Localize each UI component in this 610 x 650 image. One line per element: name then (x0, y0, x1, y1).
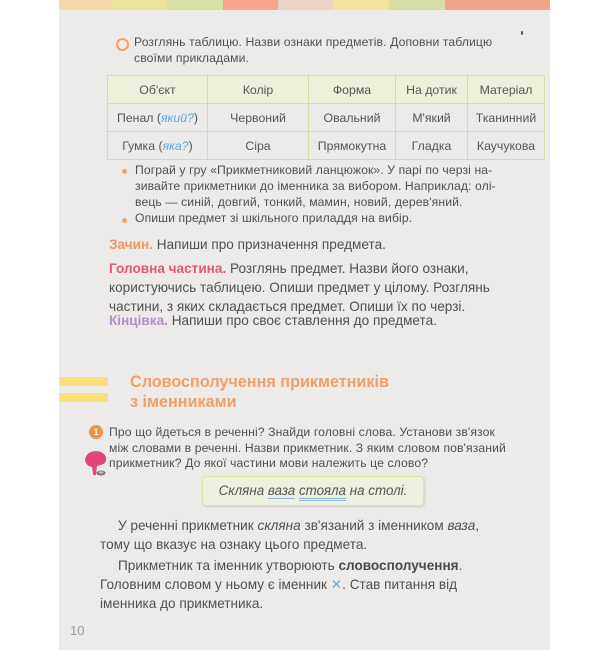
explanation-line: іменника до прикметника. (100, 596, 264, 611)
exercise-line: прикметник? До якої частини мови належить це слово? (109, 456, 429, 470)
strip-segment (111, 0, 167, 10)
touch-cell: М'який (396, 104, 468, 132)
strip-segment (445, 0, 550, 10)
text-span: зв'язаний з іменником (300, 518, 448, 533)
object-cell: Пенал (який?) (108, 104, 208, 132)
term-word-combination: словосполучення (338, 558, 459, 573)
question-word: який? (160, 110, 194, 125)
bullet-icon (122, 169, 127, 174)
strip-segment (389, 0, 445, 10)
adjective-word: Скляна (218, 483, 265, 498)
object-name: Гумка (122, 138, 156, 153)
main-text: Розглянь предмет. Назви його ознаки, (226, 261, 469, 276)
page-number: 10 (70, 623, 85, 638)
task-intro-text (134, 35, 492, 66)
main-text-line: користуючись таблицею. Опиши предмет у цілому. Розглянь (109, 280, 490, 295)
exercise-instruction (109, 425, 506, 472)
question-word: яка? (162, 138, 189, 153)
exercise-number-badge: 1 (89, 425, 103, 439)
shape-cell: Прямокутна (309, 132, 396, 160)
header-cell: Колір (208, 76, 309, 104)
ending-text: Напиши про своє ставлення до предмета. (167, 313, 437, 328)
strip-segment (223, 0, 278, 10)
header-cell: Матеріал (468, 76, 545, 104)
subject-word: ваза (267, 483, 296, 498)
example-sentence-box (202, 476, 424, 506)
instruction-line: зивайте прикметники до іменника за вибором. Наприклад: олі- (135, 179, 496, 193)
exercise-line: Про що йдеться в реченні? Знайди головні слова. Установи зв'язок (109, 425, 495, 439)
sentence-rest: на столі. (349, 483, 408, 498)
speck-mark (521, 31, 523, 35)
object-name: Пенал (116, 110, 154, 125)
object-cell: Гумка (яка?) (108, 132, 208, 160)
plan-intro (109, 235, 386, 254)
table-header-row (108, 76, 545, 104)
strip-segment (333, 0, 389, 10)
material-cell: Тканинний (468, 104, 545, 132)
main-word-mark-icon: ✕ (330, 577, 343, 592)
predicate-word: стояла (299, 483, 346, 501)
decorative-color-strip (59, 0, 550, 10)
section-title-line: з іменниками (130, 393, 237, 411)
section-title (130, 372, 389, 412)
exercise-line: між словами в реченні. Назви прикметник. З яким словом пов'язаний (109, 440, 506, 455)
table-row (108, 104, 545, 132)
task-ring-icon (116, 38, 129, 51)
header-cell: Форма (309, 76, 396, 104)
task-intro-line: Розглянь таблицю. Назви ознаки предметів. Доповни таблицю (134, 35, 493, 49)
section-title-line: Словосполучення прикметників (130, 373, 389, 391)
section-marker-bar (59, 393, 108, 402)
color-cell: Червоний (208, 104, 309, 132)
adjective-example: скляна (257, 518, 301, 533)
object-properties-table (107, 75, 545, 160)
text-span: , (475, 518, 480, 533)
text-span: У реченні прикметник (118, 518, 258, 533)
strip-segment (59, 0, 111, 10)
noun-example: ваза (447, 518, 476, 533)
strip-segment (167, 0, 223, 10)
table-row (108, 132, 545, 160)
text-span: Прикметник та іменник утворюють (118, 558, 339, 573)
explanation-line: тому що вказує на ознаку цього предмета. (100, 537, 368, 552)
bullet-icon (122, 218, 127, 223)
color-cell: Сіра (208, 132, 309, 160)
instruction-line: Пограй у гру «Прикметниковий ланцюжок». У парі по черзі на- (135, 163, 493, 177)
plan-ending (109, 311, 437, 330)
instruction-line: вець — синій, довгий, тонкий, мамин, новий, дерев'яний. (135, 195, 463, 209)
describe-instruction: Опиши предмет зі шкільного приладдя на вибір. (135, 211, 413, 225)
explanation-paragraph-2 (100, 556, 462, 613)
text-span: . (458, 558, 463, 573)
strip-segment (278, 0, 333, 10)
header-cell: На дотик (396, 76, 468, 104)
task-intro-line: своїми прикладами. (134, 50, 249, 65)
intro-label: Зачин. (109, 237, 153, 252)
text-span: Головним словом у ньому є іменник (100, 577, 331, 592)
main-label: Головна частина. (109, 261, 227, 276)
ending-label: Кінцівка. (109, 313, 168, 328)
mascot-icon (83, 449, 109, 479)
textbook-page (59, 0, 550, 650)
intro-text: Напиши про призначення предмета. (152, 237, 386, 252)
plan-main (109, 259, 490, 316)
main-text-line: частини, з яких складається предмет. Опиши їх по черзі. (109, 299, 466, 314)
header-cell: Об'єкт (108, 76, 208, 104)
explanation-paragraph-1 (100, 516, 479, 554)
game-instruction (135, 162, 496, 210)
text-span: . Став питання від (342, 577, 458, 592)
shape-cell: Овальний (309, 104, 396, 132)
section-marker-bar (59, 377, 108, 386)
touch-cell: Гладка (396, 132, 468, 160)
material-cell: Каучукова (468, 132, 545, 160)
